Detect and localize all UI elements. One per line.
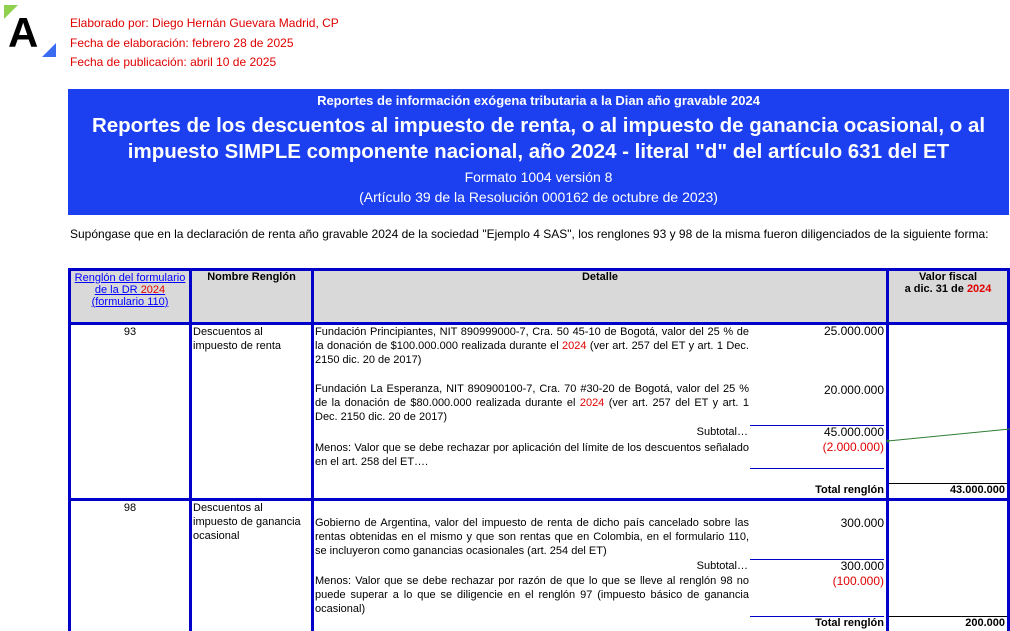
row-93-name: Descuentos al impuesto de renta (193, 326, 282, 352)
row-98-subtotal: 300.000 (840, 559, 884, 573)
row-98-amount-1: 300.000 (840, 516, 884, 530)
created-date: Fecha de elaboración: febrero 28 de 2025 (70, 35, 294, 50)
header-valor: Valor fiscal a dic. 31 de 2024 (889, 271, 1007, 323)
row-93-detail-2: Fundación La Esperanza, NIT 890900100-7, Cra. 70 #30-20 de Bogotá, valor del 25 % de la donación de $80.000.000 realizada durante el 2024 (ver art. 257 del ET y art. 1 Dec. 2150 dic. 20 de 2017) (315, 383, 750, 423)
row-98-subtotal-label: Subtotal… (696, 560, 748, 572)
row-93-total-label: Total renglón (815, 484, 884, 496)
row-93-total: 43.000.000 (949, 484, 1005, 496)
report-table (68, 268, 1010, 631)
brand-logo (4, 5, 56, 57)
author-line: Elaborado por: Diego Hernán Guevara Madrid, CP (70, 16, 339, 30)
row-93-number: 93 (123, 326, 137, 338)
header-detalle: Detalle (314, 271, 886, 323)
title-banner (68, 89, 1009, 215)
format-label: Formato 1004 versión 8 (464, 169, 613, 185)
row-98-total: 200.000 (965, 617, 1005, 629)
published-date: Fecha de publicación: abril 10 de 2025 (70, 55, 277, 69)
intro-paragraph: Supóngase que en la declaración de renta año gravable 2024 de la sociedad "Ejemplo 4 SAS", los renglones 93 y 98 de la misma fueron diligenciados de la siguiente forma: (70, 227, 989, 241)
svg-text:A: A (8, 9, 39, 56)
row-93-amount-2: 20.000.000 (823, 383, 884, 397)
row-98-detail-1: Gobierno de Argentina, valor del impuesto de renta de dicho país cancelado sobre las rentas obtenidas en el mismo y que son rentas que en Colombia, en el formulario 110, se incluyeron como ganancias ocasionales (art. 254 del ET) (315, 517, 749, 557)
row-93-less: Menos: Valor que se debe rechazar por aplicación del límite de los descuentos señalado en el art. 258 del ET…. (315, 442, 749, 468)
connector-line (886, 426, 1010, 444)
page-title: Reportes de los descuentos al impuesto de renta, o al impuesto de ganancia ocasional, o al impuesto SIMPLE componente nacional, año 2024 - literal "d" del artículo 631 del ET (91, 114, 986, 163)
row-93-detail-1: Fundación Principiantes, NIT 890999000-7, Cra. 50 45-10 de Bogotá, valor del 25 % de la donación de $100.000.000 realizada durante el 2024 (ver art. 257 del ET y art. 1 Dec. 2150 dic. 20 de 2017) (315, 326, 749, 366)
row-93-amount-1: 25.000.000 (823, 324, 884, 338)
row-93-less-amount: (2.000.000) (822, 440, 884, 454)
row-98-number: 98 (123, 502, 137, 514)
article-reference: (Artículo 39 de la Resolución 000162 de octubre de 2023) (359, 189, 718, 205)
renglon-link[interactable]: Renglón del formulario de la DR 2024 (formulario 110) (74, 272, 186, 308)
row-98-name: Descuentos al impuesto de ganancia ocasional (193, 502, 301, 542)
header-renglon[interactable] (71, 271, 189, 323)
row-93-subtotal: 45.000.000 (823, 425, 884, 439)
row-98-less: Menos: Valor que se debe rechazar por razón de que lo que se lleve al renglón 98 no puede superar a lo que se diligencie en el renglón 97 (impuesto básico de ganancia ocasional) (315, 575, 749, 615)
banner-subtitle: Reportes de información exógena tributaria a la Dian año gravable 2024 (317, 93, 760, 108)
row-98-less-amount: (100.000) (832, 574, 884, 588)
document-meta (70, 14, 339, 73)
row-98-total-label: Total renglón (815, 617, 884, 629)
header-nombre: Nombre Renglón (192, 271, 311, 323)
row-93-subtotal-label: Subtotal… (696, 426, 748, 438)
